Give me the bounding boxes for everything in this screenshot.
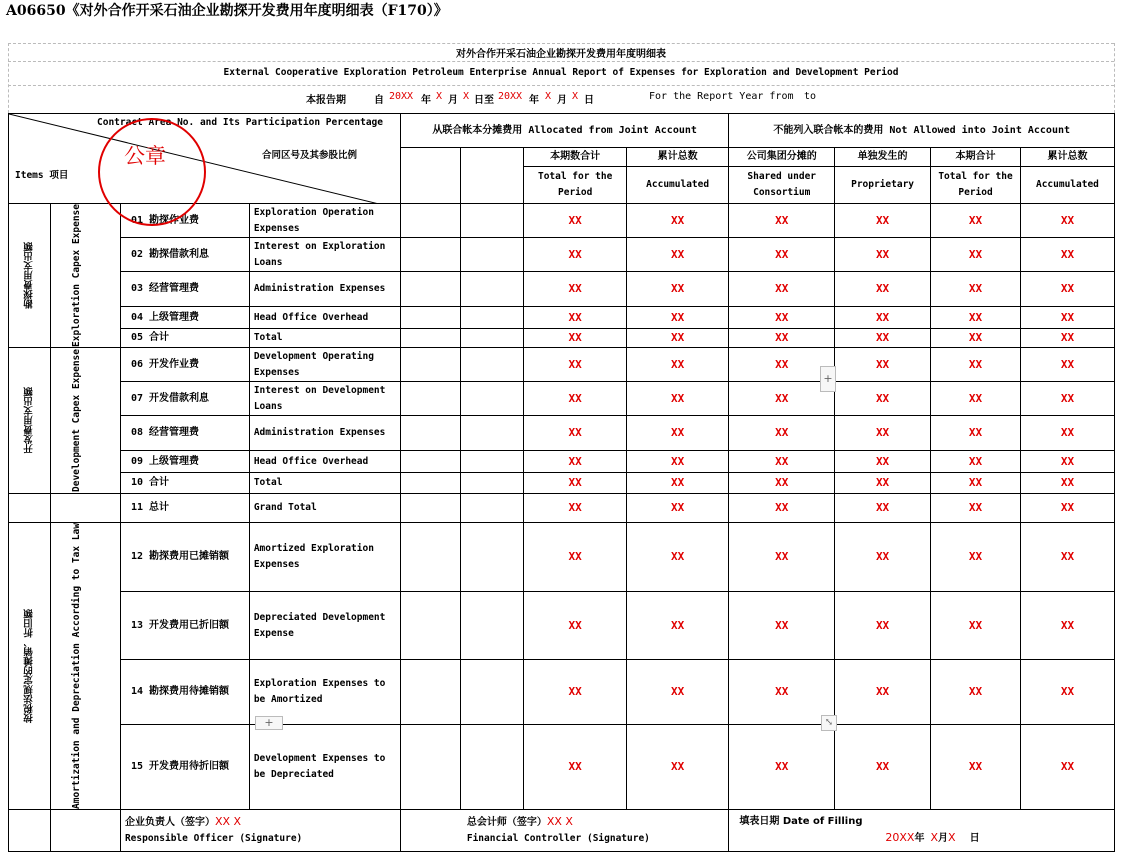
blank-col-1: [400, 148, 460, 204]
value-cell[interactable]: XX: [835, 494, 931, 523]
blank-cell[interactable]: [400, 451, 460, 473]
group-label-en: [51, 348, 121, 494]
value-cell[interactable]: XX: [1020, 416, 1114, 451]
value-cell[interactable]: XX: [1020, 592, 1114, 659]
blank-cell[interactable]: [461, 725, 524, 810]
blank-cell[interactable]: [400, 659, 460, 724]
row-label-cn: 06 开发作业费: [120, 348, 249, 382]
value-cell[interactable]: XX: [835, 204, 931, 238]
value-cell[interactable]: XX: [729, 523, 835, 592]
allocated-group-header: 从联合帐本分摊费用 Allocated from Joint Account: [400, 114, 729, 148]
table-row: [9, 238, 1115, 272]
period-x-3: X: [545, 91, 552, 102]
value-cell[interactable]: XX: [1020, 494, 1114, 523]
row-label-en: Administration Expenses: [249, 272, 400, 307]
value-cell[interactable]: XX: [729, 416, 835, 451]
value-cell[interactable]: XX: [729, 382, 835, 416]
value-cell[interactable]: XX: [729, 204, 835, 238]
period-year-1: 20XX: [389, 91, 414, 102]
value-cell[interactable]: XX: [729, 725, 835, 810]
col-total-en: Total for the Period: [524, 167, 626, 204]
header-divider-1: [8, 61, 1114, 62]
value-cell[interactable]: XX: [729, 307, 835, 329]
grand-blank-1: [9, 494, 51, 523]
value-cell[interactable]: XX: [835, 416, 931, 451]
row-label-cn: 08 经营管理费: [120, 416, 249, 451]
value-cell[interactable]: XX: [1020, 523, 1114, 592]
col-accum2-cn: 累计总数: [1020, 148, 1114, 167]
blank-cell[interactable]: [461, 451, 524, 473]
value-cell[interactable]: XX: [1020, 725, 1114, 810]
value-cell[interactable]: XX: [835, 329, 931, 348]
value-cell[interactable]: XX: [626, 348, 729, 382]
table-row: [9, 307, 1115, 329]
col-total2-cn: 本期合计: [931, 148, 1021, 167]
value-cell[interactable]: XX: [1020, 473, 1114, 494]
blank-cell[interactable]: [400, 272, 460, 307]
group-text-en: Development Capex Expense: [70, 349, 82, 492]
value-cell[interactable]: XX: [1020, 382, 1114, 416]
header-right-border: [1114, 43, 1115, 113]
row-label-cn: 12 勘探费用已摊销额: [120, 523, 249, 592]
header-top-border: [8, 43, 1114, 44]
blank-cell[interactable]: [461, 204, 524, 238]
value-cell[interactable]: XX: [729, 348, 835, 382]
row-label-en: Depreciated Development Expense: [249, 592, 400, 659]
period-x-1: X: [436, 91, 443, 102]
row-label-en: Development Operating Expenses: [249, 348, 400, 382]
blank-cell[interactable]: [461, 523, 524, 592]
row-label-cn: 04 上级管理费: [120, 307, 249, 329]
controller-signature: [400, 809, 729, 851]
value-cell[interactable]: XX: [1020, 307, 1114, 329]
period-x-4: X: [572, 91, 579, 102]
value-cell[interactable]: XX: [524, 272, 626, 307]
seal-text: 公章: [124, 144, 166, 168]
value-cell[interactable]: XX: [524, 382, 626, 416]
table-row: [9, 659, 1115, 724]
value-cell[interactable]: XX: [931, 307, 1021, 329]
value-cell[interactable]: XX: [524, 659, 626, 724]
officer-signature: [120, 809, 400, 851]
value-cell[interactable]: XX: [626, 725, 729, 810]
value-cell[interactable]: XX: [524, 348, 626, 382]
value-cell[interactable]: XX: [524, 494, 626, 523]
value-cell[interactable]: XX: [1020, 329, 1114, 348]
row-label-cn: 13 开发费用已折旧额: [120, 592, 249, 659]
officer-label-en: Responsible Officer (Signature): [124, 832, 303, 844]
value-cell[interactable]: XX: [931, 473, 1021, 494]
value-cell[interactable]: XX: [835, 451, 931, 473]
date-nian: 年: [914, 832, 925, 844]
not-allowed-group-header: 不能列入联合帐本的费用 Not Allowed into Joint Account: [729, 114, 1115, 148]
blank-cell[interactable]: [400, 329, 460, 348]
filing-date: [729, 809, 1115, 851]
value-cell[interactable]: XX: [835, 272, 931, 307]
row-label-cn: 07 开发借款利息: [120, 382, 249, 416]
contract-area-cn: 合同区号及其参股比例: [262, 150, 358, 161]
value-cell[interactable]: XX: [524, 204, 626, 238]
blank-cell[interactable]: [461, 307, 524, 329]
value-cell[interactable]: XX: [524, 592, 626, 659]
period-yue-2: 月: [557, 95, 567, 106]
value-cell[interactable]: XX: [626, 416, 729, 451]
period-label: 本报告期: [306, 95, 346, 106]
value-cell[interactable]: XX: [729, 473, 835, 494]
value-cell[interactable]: XX: [626, 329, 729, 348]
row-label-cn: 05 合计: [120, 329, 249, 348]
value-cell[interactable]: XX: [524, 238, 626, 272]
blank-cell[interactable]: [461, 382, 524, 416]
row-label-en: Interest on Development Loans: [249, 382, 400, 416]
row-label-en: Head Office Overhead: [249, 451, 400, 473]
row-label-en: Development Expenses to be Depreciated: [249, 725, 400, 810]
table-row: [9, 348, 1115, 382]
value-cell[interactable]: XX: [835, 592, 931, 659]
row-label-cn: 02 勘探借款利息: [120, 238, 249, 272]
value-cell[interactable]: XX: [626, 204, 729, 238]
value-cell[interactable]: XX: [835, 473, 931, 494]
items-label: Items 项目: [15, 170, 69, 181]
blank-cell[interactable]: [400, 238, 460, 272]
footer-blank-1: [9, 809, 51, 851]
value-cell[interactable]: XX: [835, 348, 931, 382]
value-cell[interactable]: XX: [835, 307, 931, 329]
value-cell[interactable]: XX: [835, 238, 931, 272]
row-label-cn: 15 开发费用待折旧额: [120, 725, 249, 810]
col-accum-cn: 累计总数: [626, 148, 729, 167]
value-cell[interactable]: XX: [835, 659, 931, 724]
group-text-en: Exploration Capex Expense: [70, 204, 82, 347]
period-nian-1: 年: [421, 95, 431, 106]
period-from: 自: [374, 95, 384, 106]
blank-cell[interactable]: [461, 348, 524, 382]
value-cell[interactable]: XX: [931, 592, 1021, 659]
value-cell[interactable]: XX: [931, 494, 1021, 523]
row-label-cn: 01 勘探作业费: [120, 204, 249, 238]
blank-cell[interactable]: [461, 329, 524, 348]
value-cell[interactable]: XX: [626, 451, 729, 473]
value-cell[interactable]: XX: [931, 238, 1021, 272]
col-total2-en: Total for the Period: [931, 167, 1021, 204]
row-label-cn: 11 总计: [120, 494, 249, 523]
value-cell[interactable]: XX: [524, 416, 626, 451]
period-yue-1: 月: [448, 95, 458, 106]
value-cell[interactable]: XX: [1020, 659, 1114, 724]
col-total-cn: 本期数合计: [524, 148, 626, 167]
period-year-2: 20XX: [498, 91, 523, 102]
row-label-en: Exploration Expenses to be Amortized: [249, 659, 400, 724]
value-cell[interactable]: XX: [729, 451, 835, 473]
date-day: X: [948, 830, 956, 844]
blank-col-2: [461, 148, 524, 204]
value-cell[interactable]: XX: [626, 382, 729, 416]
value-cell[interactable]: XX: [931, 725, 1021, 810]
row-label-cn: 03 经营管理费: [120, 272, 249, 307]
contract-area-en: Contract Area No. and Its Participation Percentage: [97, 117, 383, 128]
value-cell[interactable]: XX: [524, 307, 626, 329]
row-label-en: Total: [249, 329, 400, 348]
value-cell[interactable]: XX: [931, 451, 1021, 473]
group-label-cn: [9, 523, 51, 810]
group-label-en: [51, 523, 121, 810]
group-label-en: [51, 204, 121, 348]
date-ri: 日: [969, 832, 980, 844]
controller-value: XX X: [546, 814, 573, 828]
col-accum2-en: Accumulated: [1020, 167, 1114, 204]
date-month: X: [930, 830, 939, 844]
col-shared-cn: 公司集团分摊的: [729, 148, 835, 167]
value-cell[interactable]: XX: [626, 307, 729, 329]
period-nian-2: 年: [529, 95, 539, 106]
value-cell[interactable]: XX: [524, 523, 626, 592]
value-cell[interactable]: XX: [1020, 272, 1114, 307]
col-prop-en: Proprietary: [835, 167, 931, 204]
value-cell[interactable]: XX: [626, 523, 729, 592]
value-cell[interactable]: XX: [931, 382, 1021, 416]
value-cell[interactable]: XX: [1020, 348, 1114, 382]
table-row: [9, 592, 1115, 659]
table-row: [9, 473, 1115, 494]
date-yue: 月: [938, 832, 949, 844]
value-cell[interactable]: XX: [931, 329, 1021, 348]
value-cell[interactable]: XX: [524, 451, 626, 473]
blank-cell[interactable]: [400, 416, 460, 451]
group-text-en: Amortization and Depreciation According to Tax Law: [70, 523, 82, 809]
value-cell[interactable]: XX: [729, 329, 835, 348]
blank-cell[interactable]: [461, 272, 524, 307]
group-label-cn: [9, 204, 51, 348]
col-shared-en: Shared under Consortium: [729, 167, 835, 204]
header-divider-2: [8, 85, 1114, 86]
table-body: [9, 204, 1115, 810]
group-text-cn: 按税法规定的摊销、折旧额: [23, 608, 35, 723]
value-cell[interactable]: XX: [931, 204, 1021, 238]
period-to: to: [804, 91, 817, 102]
value-cell[interactable]: XX: [931, 416, 1021, 451]
grand-blank-2: [51, 494, 121, 523]
blank-cell[interactable]: [400, 592, 460, 659]
add-row-button[interactable]: +: [255, 716, 283, 730]
value-cell[interactable]: XX: [626, 272, 729, 307]
row-label-en: Head Office Overhead: [249, 307, 400, 329]
value-cell[interactable]: XX: [931, 272, 1021, 307]
value-cell[interactable]: XX: [729, 659, 835, 724]
officer-value: XX X: [214, 814, 242, 828]
value-cell[interactable]: XX: [931, 659, 1021, 724]
blank-cell[interactable]: [461, 494, 524, 523]
value-cell[interactable]: XX: [1020, 451, 1114, 473]
value-cell[interactable]: XX: [626, 494, 729, 523]
value-cell[interactable]: XX: [729, 494, 835, 523]
value-cell[interactable]: XX: [835, 382, 931, 416]
value-cell[interactable]: XX: [729, 592, 835, 659]
row-label-cn: 14 勘探费用待摊销额: [120, 659, 249, 724]
value-cell[interactable]: XX: [524, 725, 626, 810]
resize-handle-icon[interactable]: ⤡: [821, 715, 837, 731]
value-cell[interactable]: XX: [1020, 204, 1114, 238]
value-cell[interactable]: XX: [835, 523, 931, 592]
col-prop-cn: 单独发生的: [835, 148, 931, 167]
value-cell[interactable]: XX: [524, 473, 626, 494]
value-cell[interactable]: XX: [626, 473, 729, 494]
date-label: 填表日期 Date of Filling: [739, 815, 863, 827]
official-seal: [98, 118, 206, 226]
value-cell[interactable]: XX: [626, 659, 729, 724]
group-text-cn: 勘探费用支出额: [23, 242, 35, 309]
date-year: 20XX: [885, 830, 915, 844]
table-row: [9, 725, 1115, 810]
table-row: [9, 494, 1115, 523]
value-cell[interactable]: XX: [626, 592, 729, 659]
group-text-cn: 开发费用支出额: [23, 387, 35, 454]
value-cell[interactable]: XX: [524, 329, 626, 348]
blank-cell[interactable]: [400, 473, 460, 494]
blank-cell[interactable]: [400, 725, 460, 810]
row-label-en: Amortized Exploration Expenses: [249, 523, 400, 592]
footer-blank-2: [51, 809, 121, 851]
blank-cell[interactable]: [461, 592, 524, 659]
blank-cell[interactable]: [400, 348, 460, 382]
blank-cell[interactable]: [400, 523, 460, 592]
value-cell[interactable]: XX: [931, 348, 1021, 382]
controller-label-cn: 总会计师（签字）: [466, 816, 547, 828]
row-label-en: Administration Expenses: [249, 416, 400, 451]
value-cell[interactable]: XX: [729, 238, 835, 272]
table-row: [9, 451, 1115, 473]
blank-cell[interactable]: [461, 416, 524, 451]
table-row: [9, 382, 1115, 416]
value-cell[interactable]: XX: [626, 238, 729, 272]
group-label-cn: [9, 348, 51, 494]
period-ri-zhi: 日至: [474, 95, 494, 106]
period-en: For the Report Year from: [649, 91, 794, 102]
expense-table: [8, 113, 1115, 852]
row-label-en: Total: [249, 473, 400, 494]
row-label-en: Interest on Exploration Loans: [249, 238, 400, 272]
table-row: [9, 272, 1115, 307]
row-label-en: Exploration Operation Expenses: [249, 204, 400, 238]
table-row: [9, 523, 1115, 592]
blank-cell[interactable]: [461, 659, 524, 724]
table-row: [9, 416, 1115, 451]
row-label-cn: 10 合计: [120, 473, 249, 494]
blank-cell[interactable]: [400, 494, 460, 523]
report-title-cn: 对外合作开采石油企业勘探开发费用年度明细表: [456, 49, 666, 60]
row-label-en: Grand Total: [249, 494, 400, 523]
blank-cell[interactable]: [461, 473, 524, 494]
document-title: A06650《对外合作开采石油企业勘探开发费用年度明细表（F170）》: [6, 3, 448, 19]
value-cell[interactable]: XX: [729, 272, 835, 307]
blank-cell[interactable]: [400, 307, 460, 329]
value-cell[interactable]: XX: [1020, 238, 1114, 272]
value-cell[interactable]: XX: [931, 523, 1021, 592]
value-cell[interactable]: XX: [835, 725, 931, 810]
row-label-cn: 09 上级管理费: [120, 451, 249, 473]
blank-cell[interactable]: [400, 382, 460, 416]
blank-cell[interactable]: [400, 204, 460, 238]
period-ri: 日: [584, 95, 594, 106]
col-accum-en: Accumulated: [626, 167, 729, 204]
officer-label-cn: 企业负责人（签字）: [124, 816, 215, 828]
report-title-en: External Cooperative Exploration Petroleum Enterprise Annual Report of Expenses for Exploration and Development Period: [223, 67, 899, 78]
period-x-2: X: [463, 91, 470, 102]
add-column-button[interactable]: +: [820, 366, 836, 392]
blank-cell[interactable]: [461, 238, 524, 272]
controller-label-en: Financial Controller (Signature): [466, 832, 650, 844]
table-row: [9, 329, 1115, 348]
